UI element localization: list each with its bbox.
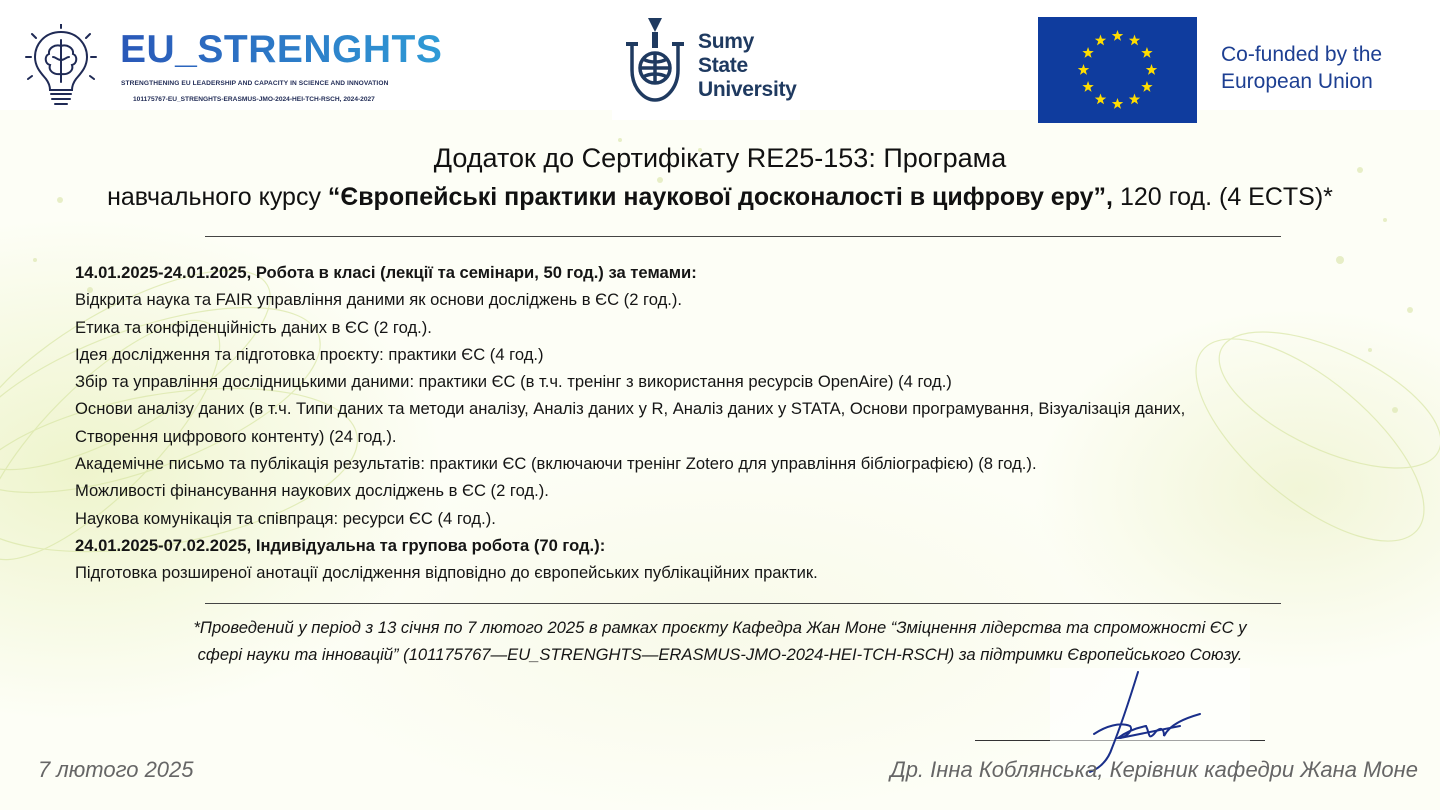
cofunded-label: Co-funded by the European Union — [1221, 43, 1383, 93]
footnote: *Проведений у період з 13 січня по 7 лютого 2025 в рамках проєкту Кафедра Жан Моне “Зміцнення лідерства та спроможності ЄС у сфері науки та інновацій” (101175767—EU_STRENGHTS—ERASMUS-JMO-2024-HEI-TCH-RSCH) за підтримки Європейського Союзу. — [193, 618, 1247, 664]
course-title: навчального курсу “Європейські практики наукової досконалості в цифрову еру”, 120 год. (4 ECTS)* — [107, 183, 1333, 211]
divider-top — [205, 236, 1281, 237]
brand-project-code: 101175767-EU_STRENGHTS-ERASMUS-JMO-2024-HEI-TCH-RSCH, 2024-2027 — [133, 96, 375, 103]
eu-strenghts-logo — [0, 0, 470, 108]
topic-line: Відкрита наука та FAIR управління даними як основи досліджень в ЄС (2 год.). — [75, 290, 683, 310]
topic-line: Наукова комунікація та співпраця: ресурси ЄС (4 год.). — [75, 508, 496, 528]
eu-flag-icon — [1038, 17, 1197, 123]
program-content — [75, 259, 1425, 587]
topic-line: Основи аналізу даних (в т.ч. Типи даних та методи аналізу, Аналіз даних у R, Аналіз даних у STATA, Основи програмування, Візуалізація даних, — [75, 399, 1186, 419]
university-name: Sumy State University — [698, 30, 797, 101]
topic-line: Створення цифрового контенту) (24 год.). — [75, 426, 397, 446]
brand-subtitle: STRENGTHENING EU LEADERSHIP AND CAPACITY IN SCIENCE AND INNOVATION — [121, 80, 389, 87]
header — [0, 0, 1440, 125]
brand-title: EU_STRENGHTS — [120, 28, 443, 71]
section-heading: 14.01.2025-24.01.2025, Робота в класі (лекції та семінари, 50 год.) за темами: — [75, 263, 697, 282]
topic-line: Академічне письмо та публікація результатів: практики ЄС (включаючи тренінг Zotero для управління бібліографією) (8 год.). — [75, 454, 1037, 474]
university-emblem-icon — [622, 12, 688, 107]
lightbulb-brain-icon — [22, 24, 100, 112]
certificate-title: Додаток до Сертифікату RE25-153: Програма — [433, 143, 1007, 173]
topic-line: Можливості фінансування наукових досліджень в ЄС (2 год.). — [75, 481, 549, 501]
topic-line: Збір та управління дослідницькими даними: практики ЄС (в т.ч. тренінг з використання ресурсів OpenAire) (4 год.) — [75, 372, 952, 392]
issue-date: 7 лютого 2025 — [38, 757, 194, 782]
signer-name: Др. Інна Коблянська, Керівник кафедри Жана Моне — [890, 757, 1418, 782]
section-heading: 24.01.2025-07.02.2025, Індивідуальна та групова робота (70 год.): — [75, 535, 606, 555]
topic-line: Підготовка розширеної анотації дослідження відповідно до європейських публікаційних практик. — [75, 563, 818, 583]
divider-bottom — [205, 603, 1281, 604]
topic-line: Ідея дослідження та підготовка проєкту: практики ЄС (4 год.) — [75, 344, 544, 364]
sumy-state-university-logo — [612, 0, 800, 120]
topic-line: Етика та конфіденційність даних в ЄС (2 год.). — [75, 317, 432, 337]
